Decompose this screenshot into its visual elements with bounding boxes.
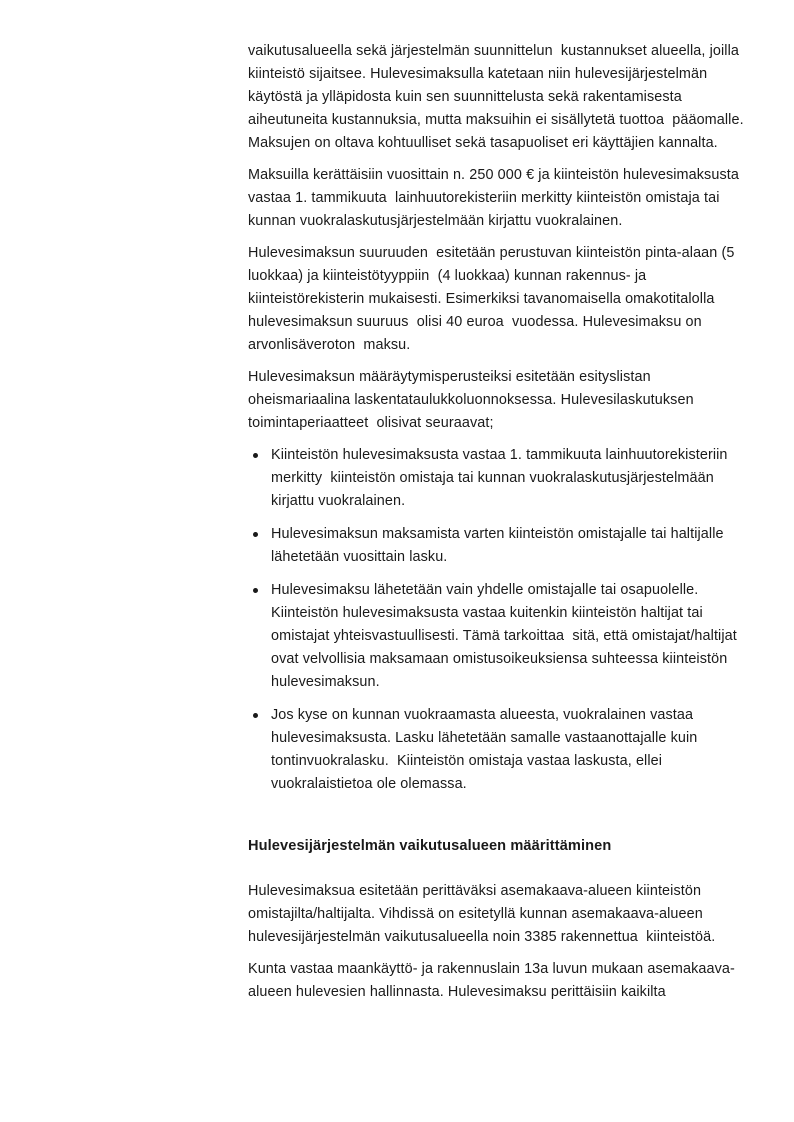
paragraph-cost-basis: vaikutusalueella sekä järjestelmän suunnittelun kustannukset alueella, joilla kiinteistö sijaitsee. Hulevesimaksulla katetaan niin hulevesijärjestelmän käytöstä ja ylläpidosta kuin sen suunnittelusta sekä rakentamisesta aiheutuneita kustannuksia, mutta maksuihin ei sisällytetä tuottoa pääomalle. Maksujen on oltava kohtuulliset sekä tasapuoliset eri käyttäjien kannalta. bbox=[248, 43, 748, 151]
section-heading-impact-area: Hulevesijärjestelmän vaikutusalueen määrittäminen bbox=[248, 838, 612, 854]
bullet-item-single-recipient: Hulevesimaksu lähetetään vain yhdelle omistajalle tai osapuolelle. Kiinteistön hulevesimaksusta vastaa kuitenkin kiinteistön haltijat tai omistajat yhteisvastuullisesti. Tämä tarkoittaa sitä, että omistajat/haltijat ovat velvollisia maksamaan omistusoikeuksiensa suhteessa kiinteistön hulevesimaksun. bbox=[248, 579, 751, 694]
paragraph-fee-principles-intro: Hulevesimaksun määräytymisperusteiksi esitetään esityslistan oheismariaalina laskentataulukkoluonnoksessa. Hulevesilaskutuksen toimintaperiaatteet olisivat seuraavat; bbox=[248, 369, 698, 431]
paragraph-fee-size: Hulevesimaksun suuruuden esitetään perustuvan kiinteistön pinta-alaan (5 luokkaa) ja kiinteistötyyppiin (4 luokkaa) kunnan rakennus- ja kiinteistörekisterin mukaisesti. Esimerkiksi tavanomaisella omakotitalolla hulevesimaksun suuruus olisi 40 euroa vuodessa. Hulevesimaksu on arvonlisäveroton maksu. bbox=[248, 245, 739, 353]
billing-principles-list bbox=[248, 444, 751, 796]
paragraph-annual-collection: Maksuilla kerättäisiin vuosittain n. 250 000 € ja kiinteistön hulevesimaksusta vastaa 1. tammikuuta lainhuutorekisteriin merkitty kiinteistön omistaja tai kunnan vuokralaskutusjärjestelmään kirjattu vuokralainen. bbox=[248, 167, 744, 229]
bullet-item-annual-invoice: Hulevesimaksun maksamista varten kiinteistön omistajalle tai haltijalle lähetetään vuosittain lasku. bbox=[248, 523, 751, 569]
bullet-item-leased-area: Jos kyse on kunnan vuokraamasta alueesta, vuokralainen vastaa hulevesimaksusta. Lasku lähetetään samalle vastaanottajalle kuin tontinvuokralasku. Kiinteistön omistaja vastaa laskusta, ellei vuokralaistietoa ole olemassa. bbox=[248, 704, 751, 796]
document-content bbox=[248, 40, 751, 1013]
bullet-item-owner-responsibility: Kiinteistön hulevesimaksusta vastaa 1. tammikuuta lainhuutorekisteriin merkitty kiinteistön omistaja tai kunnan vuokralaskutusjärjestelmään kirjattu vuokralainen. bbox=[248, 444, 751, 513]
paragraph-municipality-responsibility: Kunta vastaa maankäyttö- ja rakennuslain 13a luvun mukaan asemakaava-alueen hulevesien hallinnasta. Hulevesimaksu perittäisiin kaikilta bbox=[248, 961, 735, 1000]
paragraph-impact-area-properties: Hulevesimaksua esitetään perittäväksi asemakaava-alueen kiinteistön omistajilta/haltijalta. Vihdissä on esitetyllä kunnan asemakaava-alueen hulevesijärjestelmän vaikutusalueella noin 3385 rakennettua kiinteistöä. bbox=[248, 883, 716, 945]
